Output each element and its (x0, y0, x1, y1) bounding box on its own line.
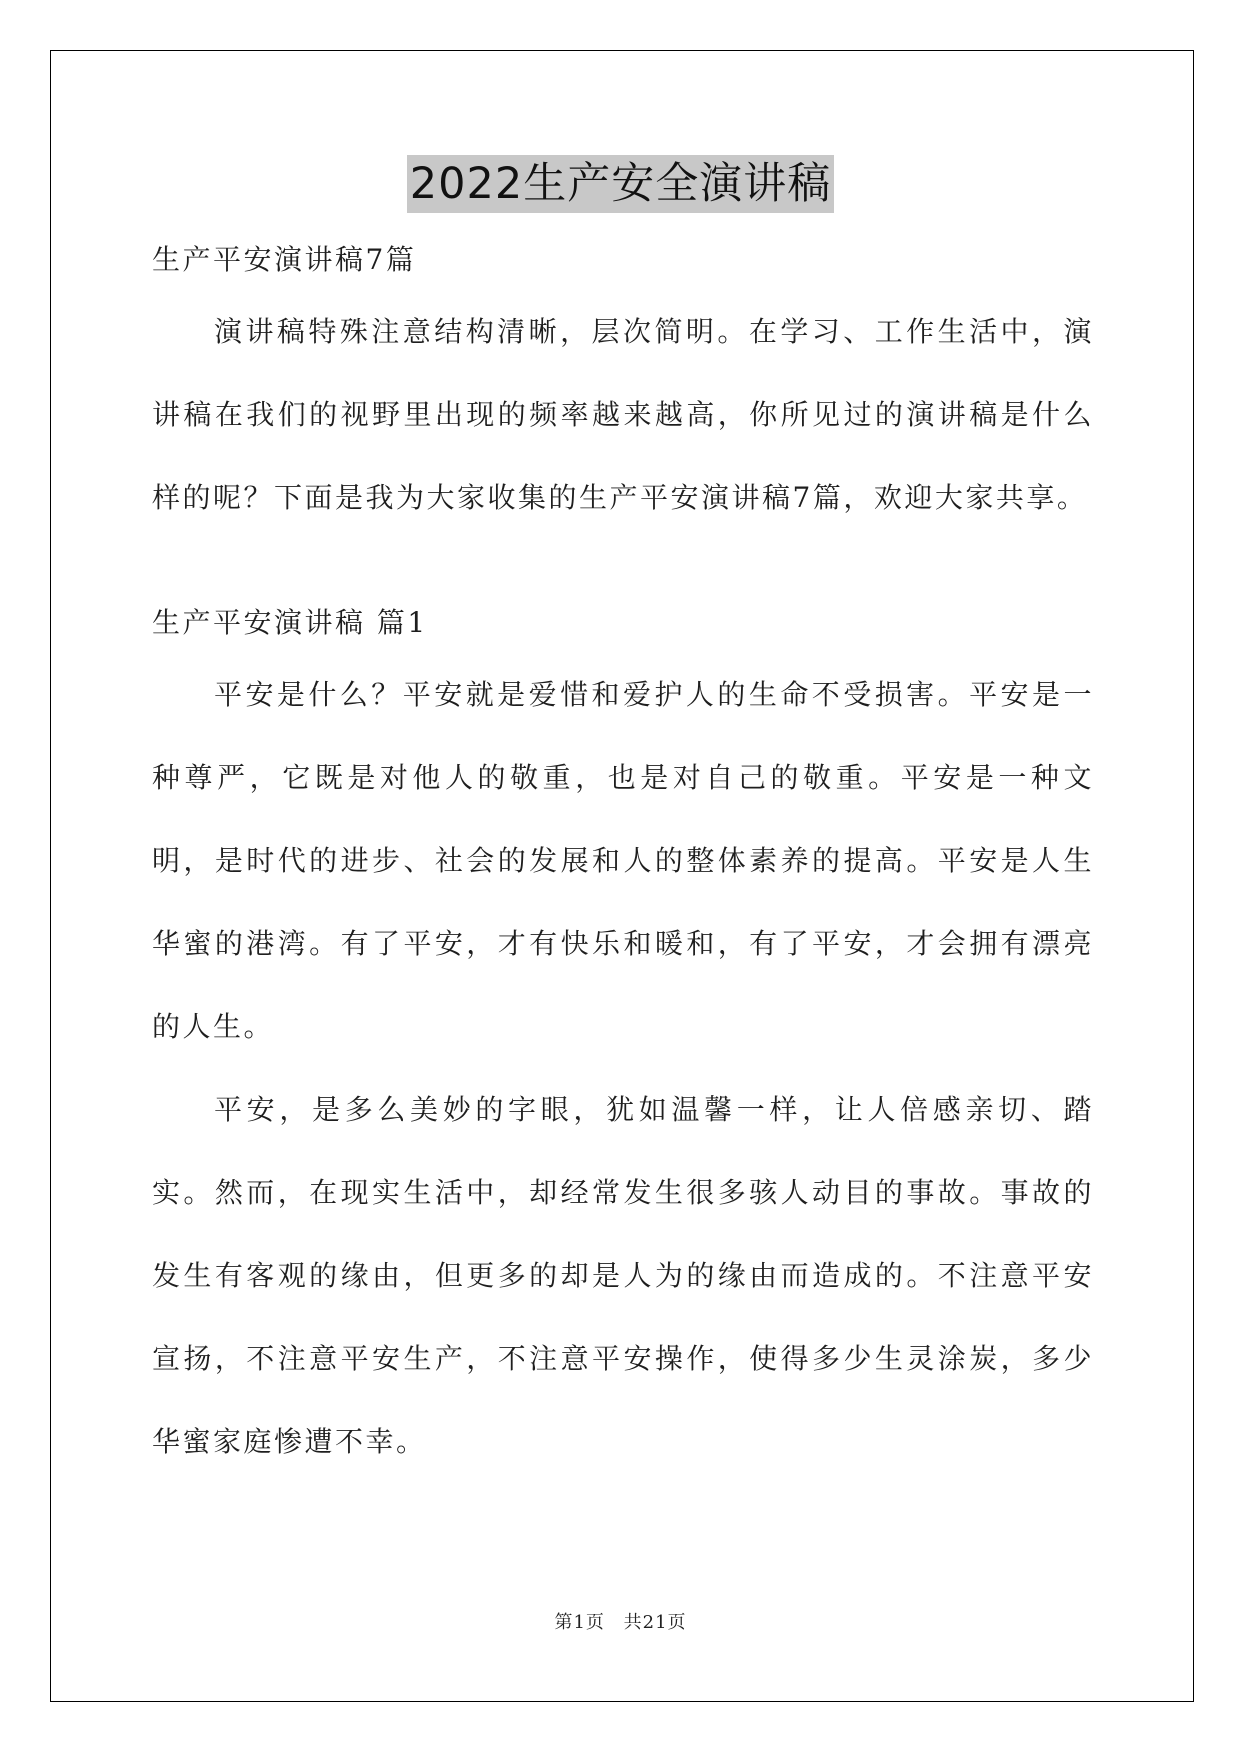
section-body (152, 653, 1094, 1483)
subtitle: 生产平安演讲稿7篇 (152, 243, 417, 276)
page-total: 共21页 (623, 1612, 687, 1633)
section-heading: 生产平安演讲稿 篇1 (152, 606, 428, 639)
title-container (0, 155, 1241, 213)
intro-block (152, 290, 1094, 539)
intro-paragraph: 演讲稿特殊注意结构清晰，层次简明。在学习、工作生活中，演讲稿在我们的视野里出现的频率越来越高，你所见过的演讲稿是什么样的呢？下面是我为大家收集的生产平安演讲稿7篇，欢迎大家共享。 (152, 315, 1094, 514)
page-footer (0, 1608, 1241, 1634)
document-title: 2022生产安全演讲稿 (407, 155, 834, 213)
document-body (152, 244, 1094, 276)
paragraph-2: 平安，是多么美妙的字眼，犹如温馨一样，让人倍感亲切、踏实。然而，在现实生活中，却经常发生很多骇人动目的事故。事故的发生有客观的缘由，但更多的却是人为的缘由而造成的。不注意平安宣扬，不注意平安生产，不注意平安操作，使得多少生灵涂炭，多少华蜜家庭惨遭不幸。 (152, 1093, 1094, 1458)
page-number: 第1页 (554, 1612, 605, 1633)
paragraph-1: 平安是什么？平安就是爱惜和爱护人的生命不受损害。平安是一种尊严，它既是对他人的敬重，也是对自己的敬重。平安是一种文明，是时代的进步、社会的发展和人的整体素养的提高。平安是人生华蜜的港湾。有了平安，才有快乐和暖和，有了平安，才会拥有漂亮的人生。 (152, 678, 1094, 1043)
section-heading-block (152, 607, 1094, 639)
